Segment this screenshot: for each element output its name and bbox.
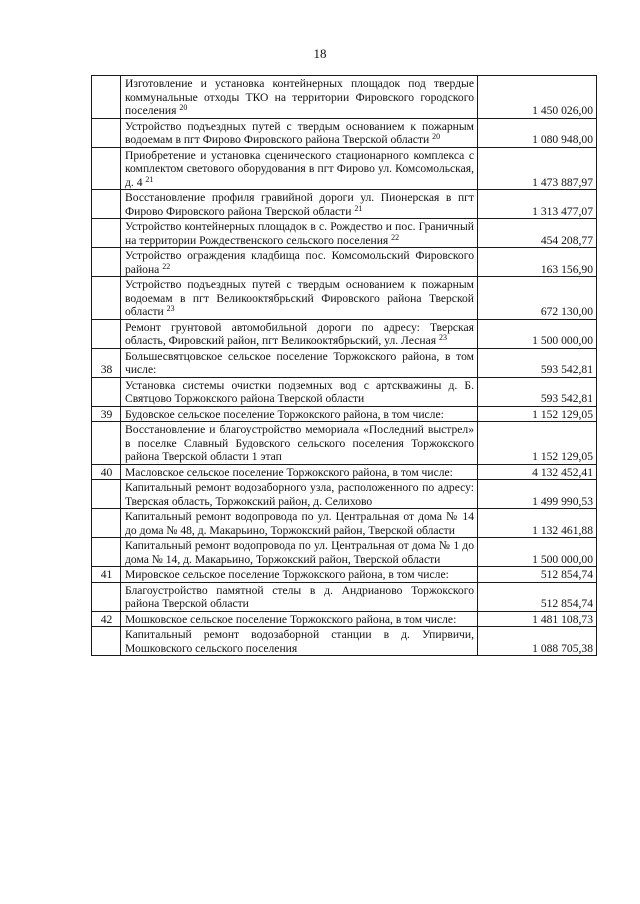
row-description: Будовское сельское поселение Торжокского района, в том числе: <box>121 406 478 422</box>
row-description: Ремонт грунтовой автомобильной дороги по адресу: Тверская область, Фировский район, пгт Великооктябрьский, ул. Лесная $^{23}$ <box>121 319 478 348</box>
row-description: Устройство ограждения кладбища пос. Комсомольский Фировского района $^{22}$ <box>121 248 478 277</box>
footnote-ref: 22 <box>391 232 400 242</box>
row-description: Восстановление и благоустройство мемориала «Последний выстрел» в поселке Славный Будовского сельского поселения Торжокского района Тверской области 1 этап <box>121 422 478 465</box>
row-amount: 593 542,81 <box>478 377 597 406</box>
row-number <box>92 118 121 147</box>
row-amount: 672 130,00 <box>478 277 597 320</box>
row-amount: 1 473 887,97 <box>478 147 597 190</box>
table-row <box>92 422 597 465</box>
row-description: Установка системы очистки подземных вод с артскважины д. Б. Святцово Торжокского района Тверской области <box>121 377 478 406</box>
row-number <box>92 509 121 538</box>
row-number: 39 <box>92 406 121 422</box>
table-row <box>92 582 597 611</box>
row-description: Капитальный ремонт водозаборного узла, расположенного по адресу: Тверская область, Торжокский район, д. Селихово <box>121 480 478 509</box>
footnote-ref: 22 <box>162 261 171 271</box>
row-amount: 454 208,77 <box>478 219 597 248</box>
row-number: 41 <box>92 567 121 583</box>
table-row <box>92 118 597 147</box>
row-amount: 512 854,74 <box>478 567 597 583</box>
table-row <box>92 76 597 119</box>
table-row <box>92 464 597 480</box>
table-row <box>92 277 597 320</box>
row-amount: 1 080 948,00 <box>478 118 597 147</box>
row-amount: 1 481 108,73 <box>478 611 597 627</box>
footnote-ref: 21 <box>145 174 154 184</box>
page-number: 18 <box>313 46 327 61</box>
row-amount: 1 500 000,00 <box>478 538 597 567</box>
row-amount: 1 450 026,00 <box>478 76 597 119</box>
footnote-ref: 20 <box>432 132 441 141</box>
row-number <box>92 377 121 406</box>
table-row <box>92 319 597 348</box>
row-amount: 593 542,81 <box>478 348 597 377</box>
table-row <box>92 509 597 538</box>
row-number <box>92 76 121 119</box>
row-number <box>92 480 121 509</box>
row-description: Устройство подъездных путей с твердым основанием к пожарным водоемам в пгт Великооктябрьский Фировского района Тверской области $^{23}$ <box>121 277 478 320</box>
row-description: Капитальный ремонт водопровода по ул. Центральная от дома № 1 до дома № 14, д. Макарьино, Торжокский район, Тверской области <box>121 538 478 567</box>
footnote-ref: 23 <box>438 333 447 342</box>
row-description: Мошковское сельское поселение Торжокского района, в том числе: <box>121 611 478 627</box>
row-number <box>92 190 121 219</box>
row-description: Восстановление профиля гравийной дороги ул. Пионерская в пгт Фирово Фировского района Тверской области $^{21}$ <box>121 190 478 219</box>
row-amount: 1 152 129,05 <box>478 406 597 422</box>
budget-table <box>91 75 597 656</box>
row-number <box>92 422 121 465</box>
row-description: Капитальный ремонт водопровода по ул. Центральная от дома № 14 до дома № 48, д. Макарьино, Торжокский район, Тверской области <box>121 509 478 538</box>
row-number <box>92 147 121 190</box>
table-row <box>92 377 597 406</box>
row-description: Капитальный ремонт водозаборной станции в д. Упирвичи, Мошковского сельского поселения <box>121 627 478 656</box>
table-row <box>92 406 597 422</box>
row-number: 40 <box>92 464 121 480</box>
table-row <box>92 611 597 627</box>
table-row <box>92 219 597 248</box>
row-number: 38 <box>92 348 121 377</box>
table-row <box>92 538 597 567</box>
footnote-ref: 23 <box>166 304 175 313</box>
row-amount: 1 088 705,38 <box>478 627 597 656</box>
row-amount: 163 156,90 <box>478 248 597 277</box>
table-body <box>92 76 597 656</box>
table-row <box>92 567 597 583</box>
row-description: Приобретение и установка сценического стационарного комплекса с комплектом светового оборудования в пгт Фирово ул. Комсомольская, д. 4 $^{21}$ <box>121 147 478 190</box>
row-amount: 1 500 000,00 <box>478 319 597 348</box>
footnote-ref: 20 <box>179 103 188 112</box>
row-number <box>92 248 121 277</box>
row-amount: 4 132 452,41 <box>478 464 597 480</box>
row-description: Большесвятцовское сельское поселение Торжокского района, в том числе: <box>121 348 478 377</box>
row-description: Устройство контейнерных площадок в с. Рождество и пос. Граничный на территории Рождественского сельского поселения $^{22}$ <box>121 219 478 248</box>
row-number <box>92 538 121 567</box>
row-amount: 1 313 477,07 <box>478 190 597 219</box>
row-number <box>92 219 121 248</box>
table-row <box>92 480 597 509</box>
row-description: Благоустройство памятной стелы в д. Андрианово Торжокского района Тверской области <box>121 582 478 611</box>
table-row <box>92 147 597 190</box>
table-row <box>92 348 597 377</box>
row-number <box>92 627 121 656</box>
table-row <box>92 190 597 219</box>
row-amount: 1 132 461,88 <box>478 509 597 538</box>
row-description: Мировское сельское поселение Торжокского района, в том числе: <box>121 567 478 583</box>
footnote-ref: 21 <box>354 203 363 213</box>
row-number <box>92 582 121 611</box>
row-description: Изготовление и установка контейнерных площадок под твердые коммунальные отходы ТКО на территории Фировского городского поселения $^{20}$ <box>121 76 478 119</box>
row-number: 42 <box>92 611 121 627</box>
row-number <box>92 277 121 320</box>
row-amount: 1 152 129,05 <box>478 422 597 465</box>
table-row <box>92 627 597 656</box>
table-row <box>92 248 597 277</box>
row-amount: 512 854,74 <box>478 582 597 611</box>
row-description: Масловское сельское поселение Торжокского района, в том числе: <box>121 464 478 480</box>
row-amount: 1 499 990,53 <box>478 480 597 509</box>
row-number <box>92 319 121 348</box>
row-description: Устройство подъездных путей с твердым основанием к пожарным водоемам в пгт Фирово Фировского района Тверской области $^{20}$ <box>121 118 478 147</box>
